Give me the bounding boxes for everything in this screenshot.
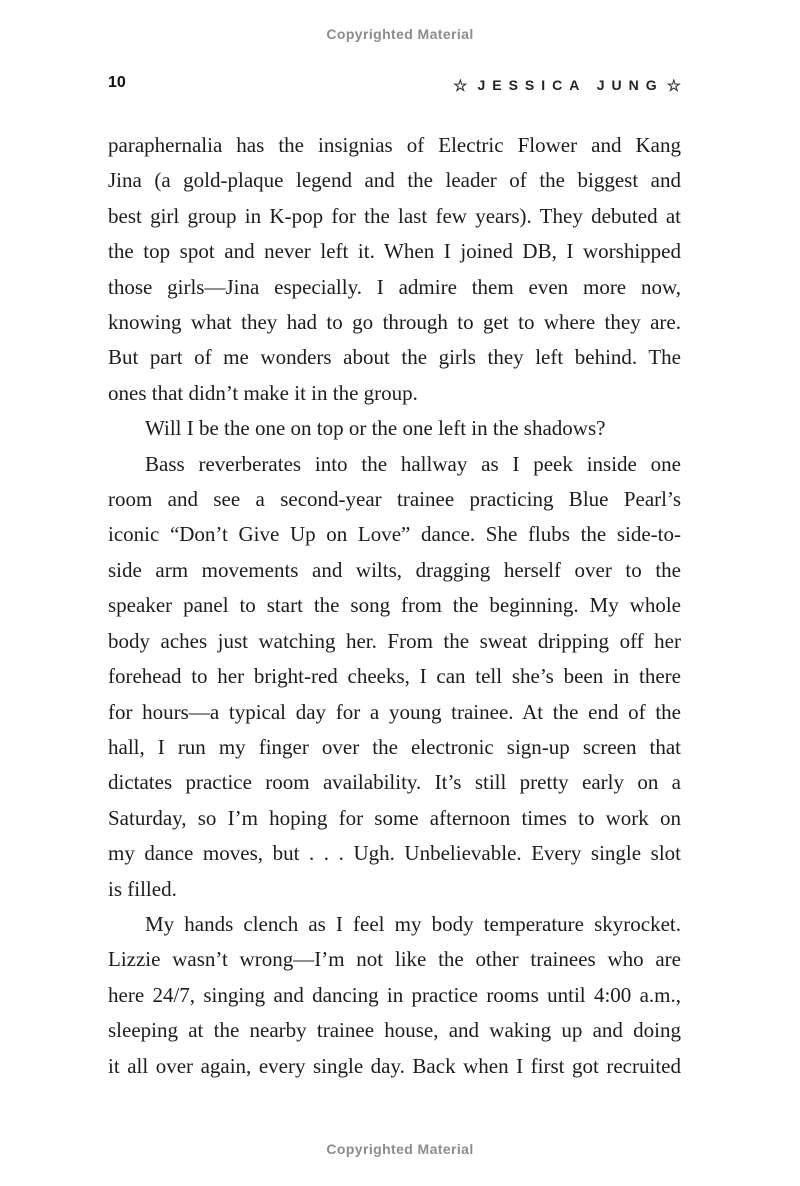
text-line: for hours—a typical day for a young trainee. At the end of the [108,699,681,724]
text-line: Jina (a gold-plaque legend and the leader of the biggest and [108,168,681,193]
text-line: Saturday, so I’m hoping for some afternoon times to work on [108,805,681,830]
text-line: sleeping at the nearby trainee house, and waking up and doing [108,1018,681,1043]
page-number: 10 [108,74,126,91]
copyright-notice-bottom: Copyrighted Material [326,1141,474,1157]
text-line: room and see a second-year trainee practicing Blue Pearl’s [108,487,681,512]
text-line: those girls—Jina especially. I admire them even more now, [108,274,681,299]
text-line: paraphernalia has the insignias of Electric Flower and Kang [108,133,681,157]
text-line: body aches just watching her. From the sweat dripping off her [108,628,681,653]
text-line: it all over again, every single day. Back when I first got recruited [108,1053,681,1078]
text-line: my dance moves, but . . . Ugh. Unbelievable. Every single slot [108,841,681,866]
text-line: But part of me wonders about the girls they left behind. The [108,345,681,370]
text-line: the top spot and never left it. When I joined DB, I worshipped [108,239,681,264]
text-line: ones that didn’t make it in the group. [108,380,418,405]
text-line: speaker panel to start the song from the beginning. My whole [108,593,681,618]
text-line: Will I be the one on top or the one left in the shadows? [145,416,606,441]
text-line: dictates practice room availability. It’s still pretty early on a [108,770,681,795]
star-icon: ☆ [453,78,468,95]
text-line: forehead to her bright-red cheeks, I can tell she’s been in there [108,664,681,689]
text-line: Lizzie wasn’t wrong—I’m not like the other trainees who are [108,947,681,972]
text-line: side arm movements and wilts, dragging herself over to the [108,557,681,582]
running-header [453,75,681,95]
text-line: iconic “Don’t Give Up on Love” dance. She flubs the side-to- [108,522,681,547]
star-icon: ☆ [666,78,681,95]
copyright-notice-top: Copyrighted Material [326,26,474,42]
running-header-title: JESSICA JUNG [477,77,664,93]
text-line: My hands clench as I feel my body temperature skyrocket. [145,911,681,936]
page-header [108,74,681,98]
text-line: is filled. [108,876,177,901]
text-line: hall, I run my finger over the electronic sign-up screen that [108,734,681,759]
text-line: best girl group in K-pop for the last few years). They debuted at [108,203,681,228]
text-line: Bass reverberates into the hallway as I peek inside one [145,451,681,476]
body-text [108,128,681,1084]
text-line: knowing what they had to go through to get to where they are. [108,310,681,335]
text-line: here 24/7, singing and dancing in practice rooms until 4:00 a.m., [108,982,681,1007]
